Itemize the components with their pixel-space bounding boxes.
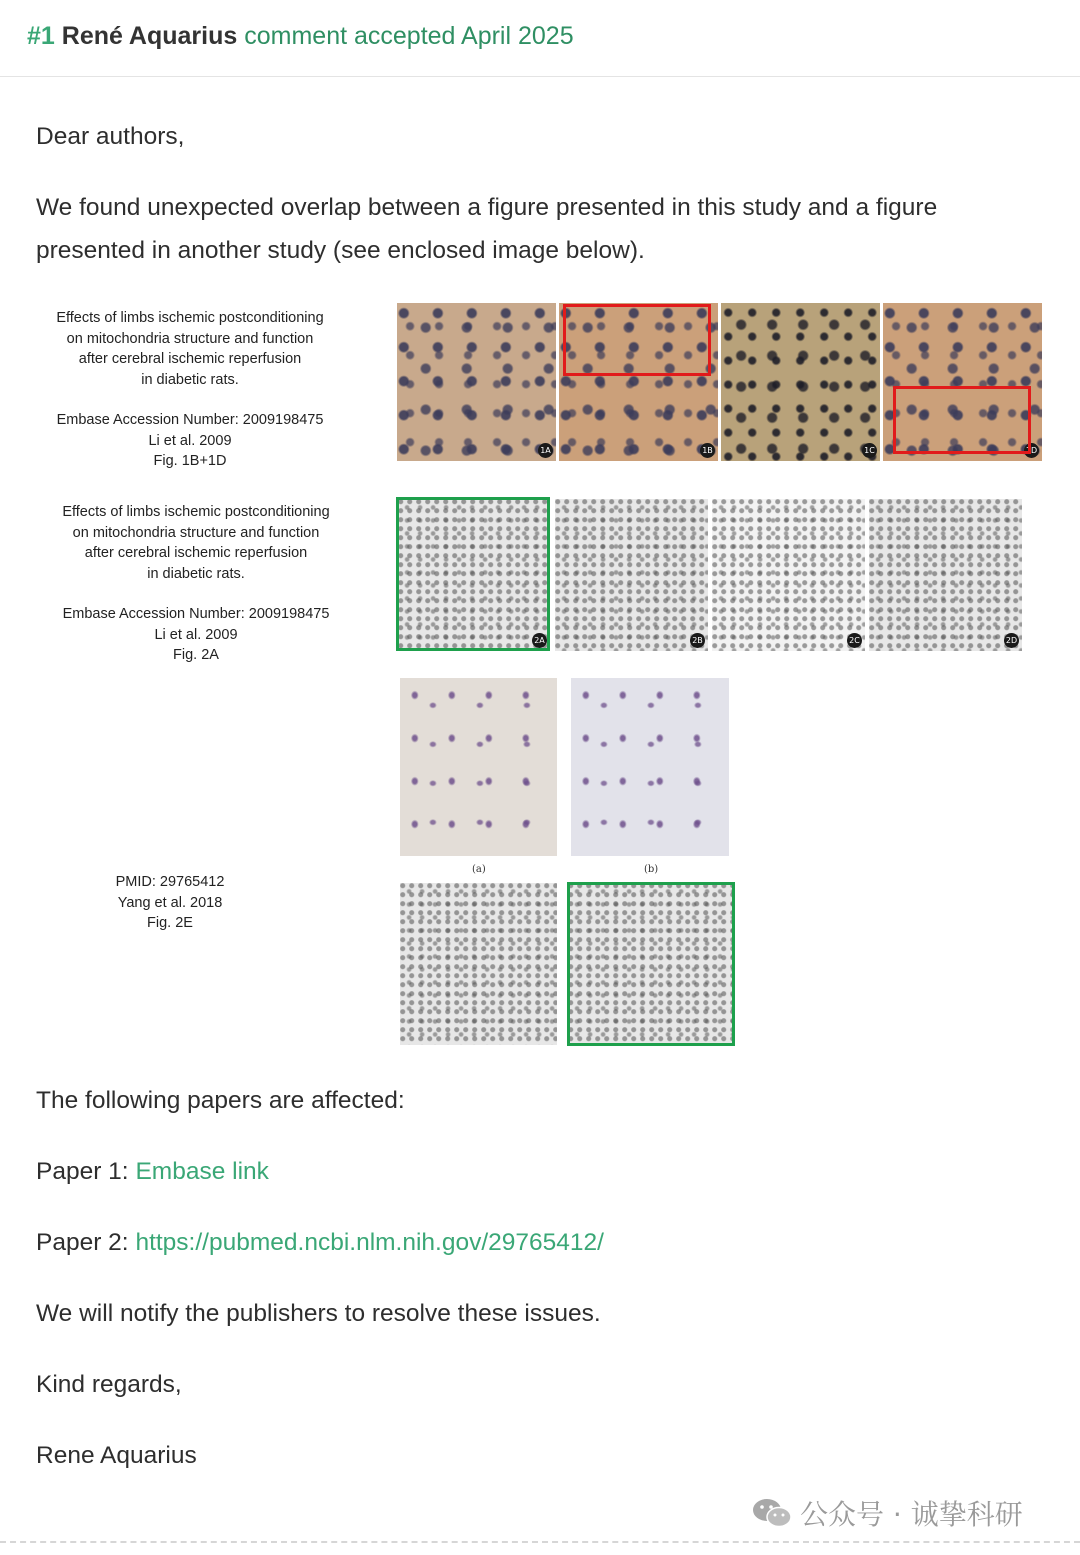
paper-1-line — [36, 1150, 269, 1193]
paper-1-label: Paper 1: — [36, 1158, 129, 1185]
micrograph-1c — [721, 303, 880, 461]
figure-caption-1 — [40, 308, 340, 472]
caption-line: in diabetic rats. — [147, 565, 245, 582]
caption-figure: Fig. 1B+1D — [153, 453, 227, 469]
panel-label: 1B — [700, 443, 715, 458]
electron-micrograph-2e-left — [400, 883, 557, 1045]
caption-figure: Fig. 2A — [173, 647, 219, 663]
caption-line: Effects of limbs ischemic postconditioning — [62, 504, 330, 520]
ihc-label-b: (b) — [644, 864, 659, 875]
electron-micrograph-2b — [555, 499, 708, 651]
notify-paragraph: We will notify the publishers to resolve these issues. — [36, 1300, 601, 1327]
figure-caption-3 — [70, 872, 270, 934]
electron-micrograph-2c — [712, 499, 865, 651]
caption-figure: Fig. 2E — [147, 915, 193, 931]
wechat-icon — [752, 1497, 792, 1536]
ihc-image-a — [400, 678, 557, 856]
affected-heading: The following papers are affected: — [36, 1087, 405, 1114]
caption-citation: Li et al. 2009 — [148, 432, 232, 449]
comment-number[interactable]: #1 — [27, 22, 55, 50]
comment-author[interactable]: René Aquarius — [61, 22, 238, 50]
signature: Rene Aquarius — [36, 1442, 197, 1469]
green-highlight-box-2a — [396, 497, 550, 651]
caption-line: on mitochondria structure and function — [72, 524, 320, 541]
caption-accession: Embase Accession Number: 2009198475 — [62, 606, 330, 622]
caption-line: on mitochondria structure and function — [66, 330, 314, 347]
panel-label: 2D — [1004, 633, 1019, 648]
red-highlight-box-1b — [563, 304, 711, 376]
caption-line: Effects of limbs ischemic postconditioning — [56, 310, 324, 326]
panel-label: 2B — [690, 633, 705, 648]
panel-label: 1A — [538, 443, 553, 458]
embase-link[interactable]: Embase link — [135, 1158, 269, 1185]
comment-header — [0, 0, 1080, 77]
red-highlight-box-1d — [893, 386, 1031, 454]
footer-divider — [0, 1541, 1080, 1543]
caption-line: after cerebral ischemic reperfusion — [84, 545, 308, 561]
paper-2-line — [36, 1221, 604, 1264]
caption-citation: Li et al. 2009 — [154, 626, 238, 643]
closing: Kind regards, — [36, 1371, 182, 1398]
ihc-image-b — [571, 678, 729, 856]
caption-accession: Embase Accession Number: 2009198475 — [56, 412, 324, 428]
caption-line: in diabetic rats. — [141, 371, 239, 388]
caption-pmid: PMID: 29765412 — [115, 874, 225, 890]
watermark-text: 公众号 · 诚挚科研 — [800, 1498, 1023, 1531]
figure-caption-2 — [46, 502, 346, 666]
panel-label: 2A — [532, 633, 547, 648]
panel-label: 2C — [847, 633, 862, 648]
pubmed-link[interactable]: https://pubmed.ncbi.nlm.nih.gov/29765412/ — [135, 1229, 604, 1256]
caption-citation: Yang et al. 2018 — [117, 894, 223, 911]
comment-status: comment accepted April 2025 — [244, 22, 574, 50]
greeting: Dear authors, — [36, 123, 185, 150]
green-highlight-box-2e — [567, 882, 735, 1046]
comment-title — [27, 20, 574, 52]
ihc-label-a: (a) — [472, 864, 486, 875]
panel-label: 1C — [862, 443, 877, 458]
electron-micrograph-2d — [869, 499, 1022, 651]
micrograph-1a — [397, 303, 556, 461]
caption-line: after cerebral ischemic reperfusion — [78, 351, 302, 367]
paper-2-label: Paper 2: — [36, 1229, 129, 1256]
watermark — [752, 1493, 1023, 1536]
panel-label: 1D — [1024, 443, 1039, 458]
intro-paragraph: We found unexpected overlap between a figure presented in this study and a figure presented in another study (see enclosed image below). — [36, 194, 938, 264]
